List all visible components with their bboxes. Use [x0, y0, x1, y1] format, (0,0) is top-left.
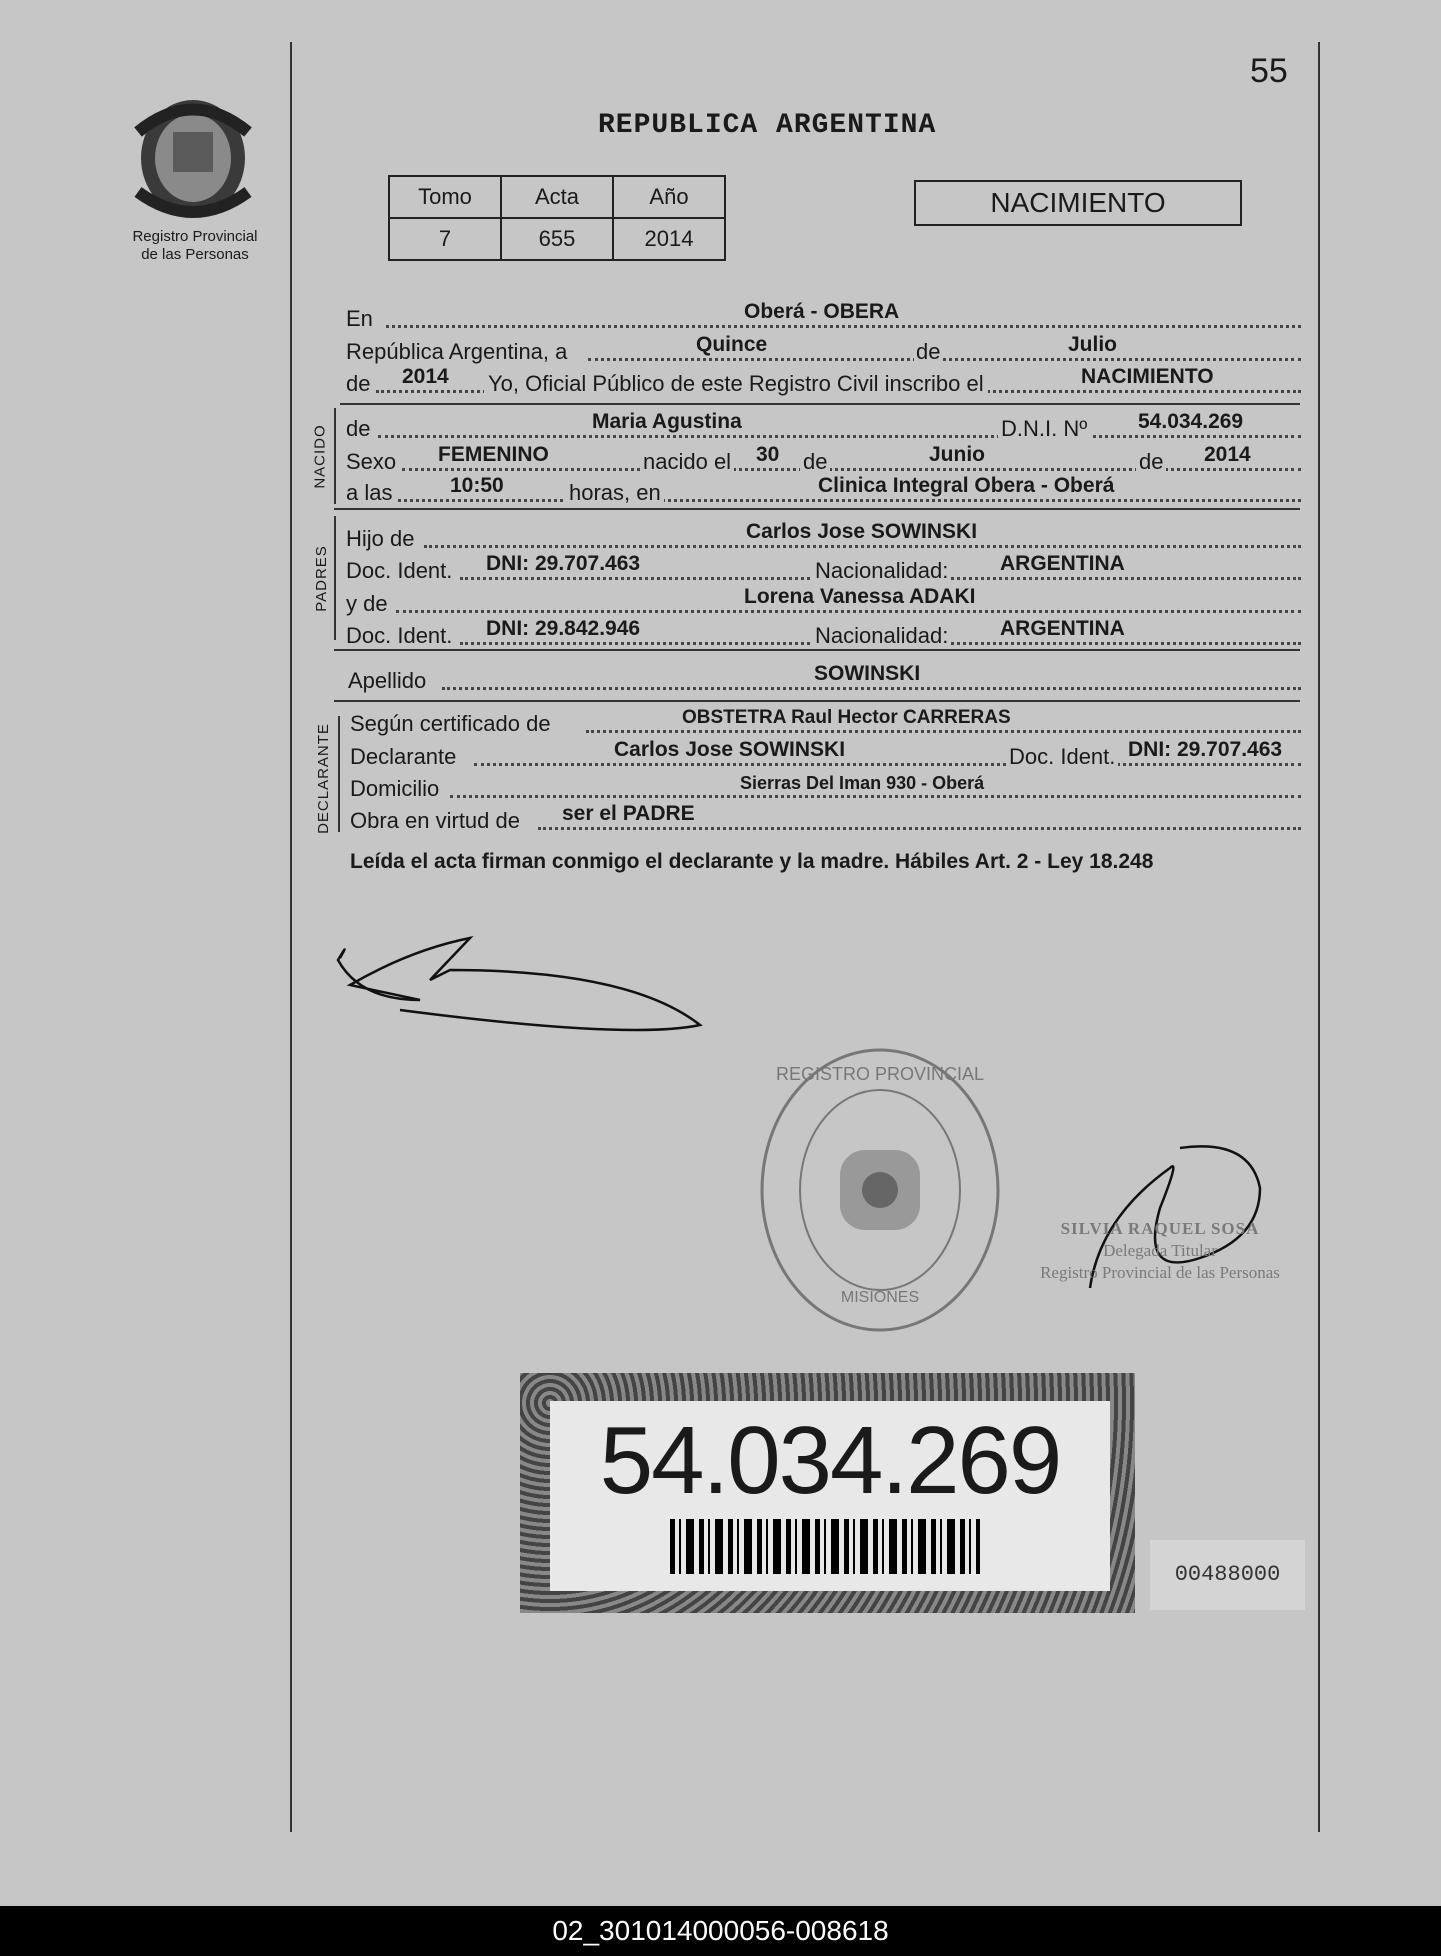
- side-label-declarante: DECLARANTE: [314, 723, 332, 834]
- value-lugar: Oberá - OBERA: [744, 300, 900, 323]
- value-hora: 10:50: [450, 474, 504, 497]
- value-nombre: Maria Agustina: [592, 410, 742, 433]
- barcode: [670, 1519, 980, 1574]
- value-declarante: Carlos Jose SOWINSKI: [614, 738, 846, 761]
- label-a-las: a las: [346, 480, 393, 505]
- value-apellido: SOWINSKI: [814, 662, 921, 685]
- label-doc-ident-padre: Doc. Ident.: [346, 558, 453, 583]
- label-nacionalidad-padre: Nacionalidad:: [812, 558, 951, 584]
- svg-text:MISIONES: MISIONES: [840, 1289, 920, 1306]
- value-lugar-nacimiento: Clinica Integral Obera - Oberá: [818, 474, 1115, 497]
- official-seal: [755, 1040, 1005, 1345]
- logo-caption-line2: de las Personas: [141, 246, 249, 263]
- row-madre-doc: [346, 617, 1301, 651]
- logo-caption: [100, 228, 290, 264]
- label-domicilio: Domicilio: [350, 776, 440, 801]
- row-certificado: [346, 705, 1301, 739]
- label-de-mes: de: [916, 339, 941, 364]
- row-en: [346, 300, 1301, 334]
- label-y-de: y de: [346, 591, 388, 616]
- value-sexo: FEMENINO: [438, 443, 549, 466]
- value-obra-virtud: ser el PADRE: [562, 802, 695, 825]
- record-type-box: NACIMIENTO: [914, 180, 1242, 226]
- page-number: 55: [1250, 52, 1288, 90]
- label-yo-oficial: Yo, Oficial Público de este Registro Civil inscribo el: [484, 371, 988, 397]
- value-madre-nacionalidad: ARGENTINA: [1000, 617, 1125, 640]
- signer-office: Registro Provincial de las Personas: [1040, 1263, 1280, 1282]
- label-doc-ident-declarante: Doc. Ident.: [1006, 744, 1118, 770]
- label-en: En: [346, 306, 373, 331]
- row-declarante: [346, 738, 1301, 772]
- label-doc-ident-madre: Doc. Ident.: [346, 623, 453, 648]
- footer-id: 02_301014000056-008618: [552, 1915, 889, 1946]
- record-table: [388, 175, 726, 261]
- row-hora: [346, 474, 1301, 508]
- value-padre-nacionalidad: ARGENTINA: [1000, 552, 1125, 575]
- sticker-number: 54.034.269: [599, 1407, 1061, 1514]
- label-declarante: Declarante: [350, 744, 457, 769]
- value-anio: 2014: [613, 218, 725, 260]
- label-nacido-el: nacido el: [640, 449, 734, 475]
- row-sexo: [346, 443, 1301, 477]
- row-obra: [346, 802, 1301, 836]
- header-tomo: Tomo: [389, 176, 501, 218]
- label-apellido: Apellido: [348, 668, 427, 693]
- label-nacionalidad-madre: Nacionalidad:: [812, 623, 951, 649]
- label-republica: República Argentina, a: [346, 339, 568, 364]
- value-anio-inscripcion: 2014: [402, 365, 449, 388]
- side-label-padres: PADRES: [312, 545, 330, 612]
- dni-sticker: [520, 1373, 1135, 1613]
- value-padre-doc: DNI: 29.707.463: [486, 552, 641, 575]
- side-label-nacido: NACIDO: [311, 424, 329, 489]
- declarant-signature: [330, 930, 710, 1055]
- row-padre-doc: [346, 552, 1301, 586]
- header-anio: Año: [613, 176, 725, 218]
- svg-text:REGISTRO PROVINCIAL: REGISTRO PROVINCIAL: [775, 1064, 985, 1084]
- value-acta: 655: [501, 218, 613, 260]
- row-padre: [346, 520, 1301, 554]
- value-tomo: 7: [389, 218, 501, 260]
- left-margin-line: [290, 42, 292, 1832]
- signer-name: SILVIA RAQUEL SOSA: [1060, 1219, 1260, 1238]
- signer-block: [1010, 1218, 1310, 1284]
- row-madre: [346, 585, 1301, 619]
- value-padre: Carlos Jose SOWINSKI: [746, 520, 978, 543]
- value-dni: 54.034.269: [1138, 410, 1244, 433]
- value-dia-nacimiento: 30: [756, 443, 780, 466]
- right-margin-line: [1318, 42, 1320, 1832]
- label-obra-virtud: Obra en virtud de: [350, 808, 520, 833]
- signer-role: Delegada Titular: [1103, 1241, 1217, 1260]
- value-certificado: OBSTETRA Raul Hector CARRERAS: [682, 707, 1011, 728]
- row-apellido: [346, 662, 1301, 696]
- label-de-anio: de: [346, 371, 371, 396]
- row-nombre: [346, 410, 1301, 444]
- row-anio: [346, 365, 1301, 399]
- label-dni: D.N.I. Nº: [998, 416, 1090, 442]
- country-title: REPUBLICA ARGENTINA: [598, 110, 937, 141]
- value-madre: Lorena Vanessa ADAKI: [744, 585, 976, 608]
- logo-caption-line1: Registro Provincial: [132, 228, 258, 245]
- value-mes-nacimiento: Junio: [929, 443, 985, 466]
- label-segun-certificado: Según certificado de: [350, 711, 551, 736]
- row-domicilio: [346, 770, 1301, 804]
- province-logo: [118, 92, 268, 232]
- value-domicilio: Sierras Del Iman 930 - Oberá: [740, 773, 985, 793]
- label-horas-en: horas, en: [566, 480, 664, 506]
- value-anio-nacimiento: 2014: [1204, 443, 1251, 466]
- value-tipo: NACIMIENTO: [1081, 365, 1214, 388]
- label-hijo-de: Hijo de: [346, 526, 415, 551]
- value-madre-doc: DNI: 29.842.946: [486, 617, 641, 640]
- statement: Leída el acta firman conmigo el declarante y la madre. Hábiles Art. 2 - Ley 18.248: [350, 850, 1154, 873]
- value-dia-inscripcion: Quince: [696, 333, 768, 356]
- value-declarante-doc: DNI: 29.707.463: [1128, 738, 1283, 761]
- label-sexo: Sexo: [346, 449, 397, 474]
- label-de-mes-nacimiento: de: [800, 449, 830, 475]
- value-mes-inscripcion: Julio: [1068, 333, 1118, 356]
- label-de-nombre: de: [346, 416, 371, 441]
- row-republica: [346, 333, 1301, 367]
- header-acta: Acta: [501, 176, 613, 218]
- serial-number: 00488000: [1150, 1540, 1305, 1610]
- label-de-anio-nacimiento: de: [1136, 449, 1166, 475]
